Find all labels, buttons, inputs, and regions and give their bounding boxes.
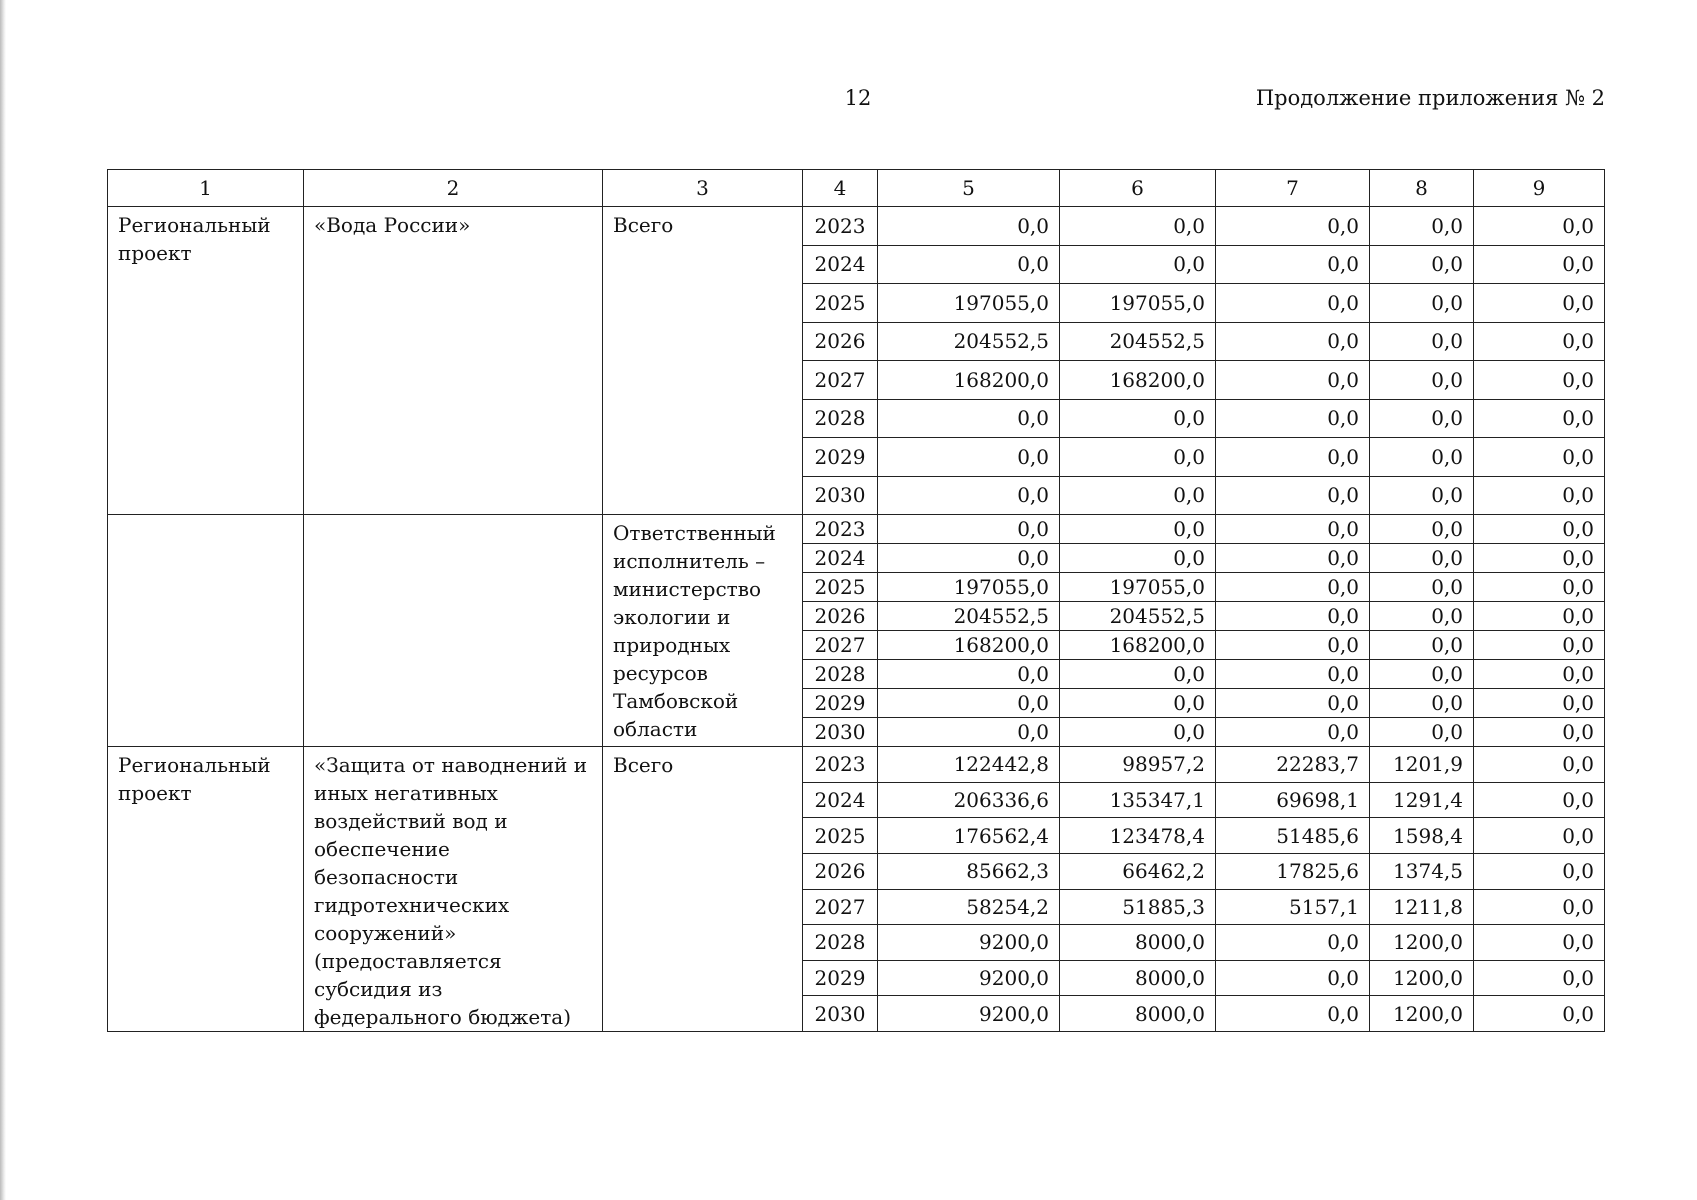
year-cell: 2027 <box>803 361 878 400</box>
value-cell-5: 9200,0 <box>878 925 1060 961</box>
year-cell: 2024 <box>803 245 878 284</box>
value-cell-7: 0,0 <box>1216 573 1370 602</box>
value-cell-6: 98957,2 <box>1060 747 1216 783</box>
value-cell-5: 0,0 <box>878 438 1060 477</box>
value-cell-6: 0,0 <box>1060 660 1216 689</box>
value-cell-6: 0,0 <box>1060 689 1216 718</box>
value-cell-9: 0,0 <box>1474 544 1605 573</box>
value-cell-8: 1201,9 <box>1370 747 1474 783</box>
value-cell-6: 168200,0 <box>1060 361 1216 400</box>
value-cell-6: 197055,0 <box>1060 284 1216 323</box>
appendix-caption: Продолжение приложения № 2 <box>1255 86 1605 110</box>
year-cell: 2026 <box>803 322 878 361</box>
value-cell-6: 0,0 <box>1060 544 1216 573</box>
value-cell-9: 0,0 <box>1474 361 1605 400</box>
column-header: 9 <box>1474 170 1605 207</box>
value-cell-5: 9200,0 <box>878 960 1060 996</box>
value-cell-9: 0,0 <box>1474 322 1605 361</box>
value-cell-9: 0,0 <box>1474 602 1605 631</box>
column-header: 6 <box>1060 170 1216 207</box>
value-cell-6: 0,0 <box>1060 399 1216 438</box>
value-cell-6: 123478,4 <box>1060 818 1216 854</box>
year-cell: 2025 <box>803 284 878 323</box>
value-cell-9: 0,0 <box>1474 818 1605 854</box>
table-row <box>108 747 1605 783</box>
value-cell-5: 0,0 <box>878 245 1060 284</box>
value-cell-6: 0,0 <box>1060 718 1216 747</box>
page-number: 12 <box>844 86 872 110</box>
value-cell-6: 0,0 <box>1060 207 1216 246</box>
year-cell: 2023 <box>803 207 878 246</box>
funding-source-cell: Всего <box>603 207 803 515</box>
column-number-row <box>108 170 1605 207</box>
column-header: 7 <box>1216 170 1370 207</box>
value-cell-7: 0,0 <box>1216 515 1370 544</box>
value-cell-8: 0,0 <box>1370 322 1474 361</box>
value-cell-9: 0,0 <box>1474 689 1605 718</box>
value-cell-7: 0,0 <box>1216 960 1370 996</box>
table-row <box>108 515 1605 544</box>
value-cell-6: 168200,0 <box>1060 631 1216 660</box>
value-cell-8: 1200,0 <box>1370 960 1474 996</box>
value-cell-9: 0,0 <box>1474 960 1605 996</box>
project-type-cell: Региональный проект <box>108 747 304 1032</box>
value-cell-5: 0,0 <box>878 660 1060 689</box>
value-cell-9: 0,0 <box>1474 515 1605 544</box>
value-cell-9: 0,0 <box>1474 399 1605 438</box>
value-cell-7: 0,0 <box>1216 438 1370 477</box>
value-cell-9: 0,0 <box>1474 660 1605 689</box>
value-cell-8: 0,0 <box>1370 573 1474 602</box>
budget-table <box>107 169 1605 1032</box>
year-cell: 2027 <box>803 889 878 925</box>
value-cell-8: 1211,8 <box>1370 889 1474 925</box>
value-cell-5: 0,0 <box>878 515 1060 544</box>
value-cell-9: 0,0 <box>1474 207 1605 246</box>
value-cell-6: 8000,0 <box>1060 925 1216 961</box>
value-cell-7: 0,0 <box>1216 925 1370 961</box>
year-cell: 2024 <box>803 544 878 573</box>
year-cell: 2028 <box>803 925 878 961</box>
value-cell-6: 204552,5 <box>1060 322 1216 361</box>
year-cell: 2025 <box>803 818 878 854</box>
value-cell-9: 0,0 <box>1474 631 1605 660</box>
value-cell-9: 0,0 <box>1474 853 1605 889</box>
project-name-cell <box>304 515 603 747</box>
year-cell: 2026 <box>803 853 878 889</box>
project-type-cell: Региональный проект <box>108 207 304 515</box>
project-type-cell <box>108 515 304 747</box>
value-cell-8: 0,0 <box>1370 438 1474 477</box>
value-cell-5: 204552,5 <box>878 602 1060 631</box>
value-cell-5: 206336,6 <box>878 782 1060 818</box>
value-cell-6: 51885,3 <box>1060 889 1216 925</box>
value-cell-8: 0,0 <box>1370 718 1474 747</box>
year-cell: 2023 <box>803 747 878 783</box>
value-cell-7: 51485,6 <box>1216 818 1370 854</box>
value-cell-8: 1200,0 <box>1370 925 1474 961</box>
value-cell-7: 22283,7 <box>1216 747 1370 783</box>
value-cell-8: 0,0 <box>1370 361 1474 400</box>
value-cell-5: 0,0 <box>878 689 1060 718</box>
year-cell: 2027 <box>803 631 878 660</box>
year-cell: 2025 <box>803 573 878 602</box>
value-cell-9: 0,0 <box>1474 476 1605 515</box>
value-cell-9: 0,0 <box>1474 284 1605 323</box>
value-cell-7: 0,0 <box>1216 718 1370 747</box>
column-header: 3 <box>603 170 803 207</box>
value-cell-9: 0,0 <box>1474 925 1605 961</box>
value-cell-6: 66462,2 <box>1060 853 1216 889</box>
value-cell-8: 0,0 <box>1370 602 1474 631</box>
value-cell-9: 0,0 <box>1474 889 1605 925</box>
value-cell-8: 1374,5 <box>1370 853 1474 889</box>
value-cell-6: 0,0 <box>1060 515 1216 544</box>
value-cell-6: 204552,5 <box>1060 602 1216 631</box>
year-cell: 2030 <box>803 476 878 515</box>
value-cell-5: 176562,4 <box>878 818 1060 854</box>
year-cell: 2029 <box>803 689 878 718</box>
value-cell-8: 0,0 <box>1370 515 1474 544</box>
value-cell-7: 0,0 <box>1216 631 1370 660</box>
value-cell-9: 0,0 <box>1474 996 1605 1032</box>
value-cell-7: 5157,1 <box>1216 889 1370 925</box>
value-cell-7: 0,0 <box>1216 602 1370 631</box>
year-cell: 2026 <box>803 602 878 631</box>
value-cell-5: 9200,0 <box>878 996 1060 1032</box>
value-cell-8: 0,0 <box>1370 207 1474 246</box>
value-cell-5: 58254,2 <box>878 889 1060 925</box>
value-cell-5: 197055,0 <box>878 573 1060 602</box>
value-cell-7: 17825,6 <box>1216 853 1370 889</box>
column-header: 8 <box>1370 170 1474 207</box>
value-cell-5: 197055,0 <box>878 284 1060 323</box>
column-header: 4 <box>803 170 878 207</box>
year-cell: 2029 <box>803 960 878 996</box>
table-body <box>108 207 1605 1032</box>
value-cell-8: 0,0 <box>1370 660 1474 689</box>
value-cell-9: 0,0 <box>1474 747 1605 783</box>
value-cell-9: 0,0 <box>1474 245 1605 284</box>
column-header: 2 <box>304 170 603 207</box>
value-cell-6: 135347,1 <box>1060 782 1216 818</box>
value-cell-9: 0,0 <box>1474 573 1605 602</box>
value-cell-5: 168200,0 <box>878 361 1060 400</box>
year-cell: 2029 <box>803 438 878 477</box>
value-cell-7: 0,0 <box>1216 361 1370 400</box>
value-cell-5: 85662,3 <box>878 853 1060 889</box>
value-cell-9: 0,0 <box>1474 438 1605 477</box>
value-cell-5: 122442,8 <box>878 747 1060 783</box>
value-cell-8: 0,0 <box>1370 544 1474 573</box>
project-name-cell: «Защита от наводнений и иных негативных воздействий вод и обеспечение безопасности гидротехнических сооружений» (предоставляется субсидия из федерального бюджета) <box>304 747 603 1032</box>
value-cell-5: 0,0 <box>878 544 1060 573</box>
column-header: 5 <box>878 170 1060 207</box>
year-cell: 2028 <box>803 399 878 438</box>
value-cell-8: 0,0 <box>1370 476 1474 515</box>
project-name-cell: «Вода России» <box>304 207 603 515</box>
value-cell-7: 0,0 <box>1216 689 1370 718</box>
table-row <box>108 207 1605 246</box>
value-cell-7: 0,0 <box>1216 245 1370 284</box>
column-header: 1 <box>108 170 304 207</box>
value-cell-5: 0,0 <box>878 399 1060 438</box>
value-cell-7: 0,0 <box>1216 660 1370 689</box>
value-cell-8: 0,0 <box>1370 245 1474 284</box>
value-cell-7: 69698,1 <box>1216 782 1370 818</box>
value-cell-7: 0,0 <box>1216 322 1370 361</box>
year-cell: 2030 <box>803 718 878 747</box>
value-cell-6: 0,0 <box>1060 476 1216 515</box>
year-cell: 2030 <box>803 996 878 1032</box>
value-cell-6: 8000,0 <box>1060 996 1216 1032</box>
value-cell-7: 0,0 <box>1216 996 1370 1032</box>
value-cell-8: 1291,4 <box>1370 782 1474 818</box>
value-cell-5: 204552,5 <box>878 322 1060 361</box>
value-cell-8: 1200,0 <box>1370 996 1474 1032</box>
value-cell-8: 0,0 <box>1370 399 1474 438</box>
value-cell-8: 0,0 <box>1370 284 1474 323</box>
year-cell: 2023 <box>803 515 878 544</box>
value-cell-5: 168200,0 <box>878 631 1060 660</box>
value-cell-5: 0,0 <box>878 476 1060 515</box>
year-cell: 2024 <box>803 782 878 818</box>
value-cell-9: 0,0 <box>1474 718 1605 747</box>
year-cell: 2028 <box>803 660 878 689</box>
value-cell-7: 0,0 <box>1216 207 1370 246</box>
funding-source-cell: Всего <box>603 747 803 1032</box>
value-cell-6: 197055,0 <box>1060 573 1216 602</box>
value-cell-7: 0,0 <box>1216 476 1370 515</box>
value-cell-8: 0,0 <box>1370 631 1474 660</box>
value-cell-5: 0,0 <box>878 718 1060 747</box>
value-cell-7: 0,0 <box>1216 544 1370 573</box>
value-cell-8: 0,0 <box>1370 689 1474 718</box>
value-cell-6: 0,0 <box>1060 245 1216 284</box>
value-cell-9: 0,0 <box>1474 782 1605 818</box>
value-cell-8: 1598,4 <box>1370 818 1474 854</box>
value-cell-6: 8000,0 <box>1060 960 1216 996</box>
funding-source-cell: Ответственный исполнитель – министерство экологии и природных ресурсов Тамбовской области <box>603 515 803 747</box>
value-cell-7: 0,0 <box>1216 399 1370 438</box>
value-cell-7: 0,0 <box>1216 284 1370 323</box>
value-cell-5: 0,0 <box>878 207 1060 246</box>
value-cell-6: 0,0 <box>1060 438 1216 477</box>
scan-edge <box>0 0 6 1200</box>
